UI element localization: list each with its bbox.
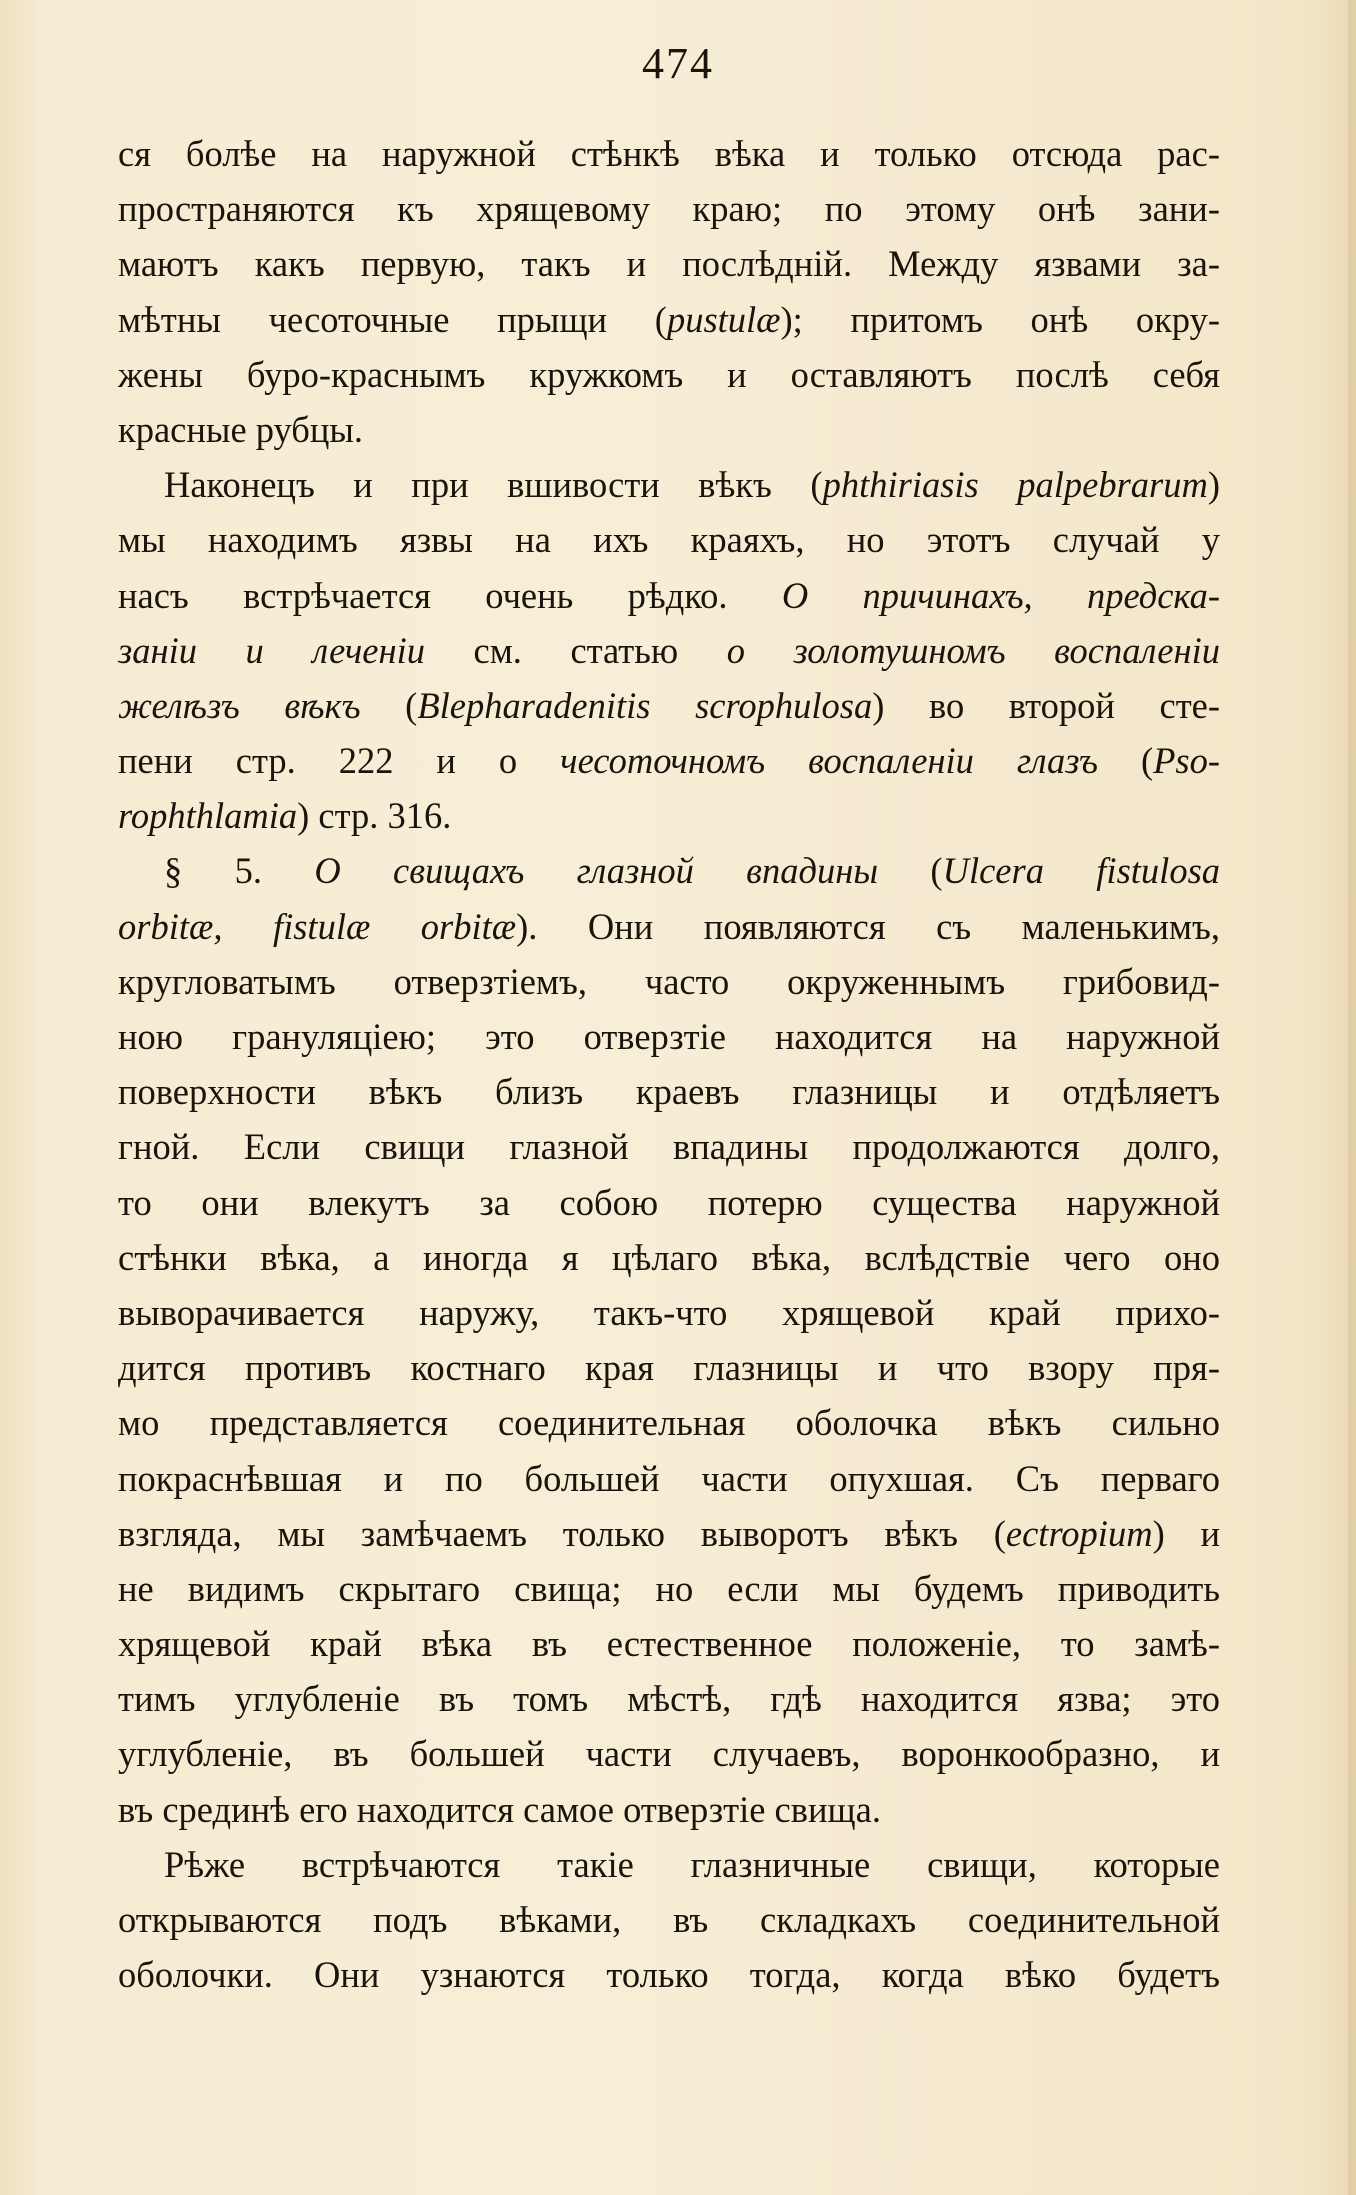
text-line <box>118 1616 1220 1671</box>
text-line <box>118 1230 1220 1285</box>
italic-run: phthiriasis palpebrarum <box>822 464 1208 506</box>
text-run: взгляда, мы замѣчаемъ только выворотъ вѣкъ ( <box>118 1512 1006 1554</box>
text-run: см. статью <box>424 629 727 671</box>
text-line <box>118 788 1220 843</box>
text-run: открываются подъ вѣками, въ складкахъ соединительной <box>118 1899 1220 1940</box>
text-run: ( <box>1097 740 1154 782</box>
italic-run: Pso- <box>1153 740 1220 782</box>
text-line <box>118 1119 1220 1174</box>
text-run: Наконецъ и при вшивости вѣкъ ( <box>164 464 823 506</box>
text-line <box>118 1671 1220 1726</box>
text-line <box>118 623 1220 678</box>
text-run: углубленіе, въ большей части случаевъ, воронкообразно, и <box>118 1733 1220 1775</box>
text-run: мо представляется соединительная оболочка вѣкъ сильно <box>118 1402 1220 1444</box>
text-run: ) стр. 316. <box>297 795 452 837</box>
text-line <box>118 347 1220 402</box>
text-line <box>118 457 1220 512</box>
text-line <box>118 1009 1220 1064</box>
text-line <box>118 1064 1220 1119</box>
text-run: ( <box>878 850 943 892</box>
text-line <box>118 181 1220 236</box>
paragraph <box>118 126 1220 457</box>
italic-run: rophthlamia <box>118 795 298 837</box>
text-run: пени стр. 222 и о <box>118 740 561 782</box>
page-edge <box>1348 0 1356 2195</box>
text-run: § 5. <box>164 850 315 892</box>
text-run: то они влекутъ за собою потерю существа наружной <box>118 1181 1220 1223</box>
text-line <box>118 1451 1220 1506</box>
italic-run: О причинахъ, предска- <box>781 574 1220 616</box>
text-line <box>118 1175 1220 1230</box>
text-line <box>118 402 1220 457</box>
text-run: дится противъ костнаго края глазницы и что взору пря- <box>118 1347 1220 1389</box>
text-line <box>118 678 1220 733</box>
text-run: ся болѣе на наружной стѣнкѣ вѣка и только отсюда рас- <box>118 133 1220 174</box>
italic-run: pustulæ <box>666 298 781 340</box>
text-line <box>118 843 1220 898</box>
text-line <box>118 1837 1220 1892</box>
paragraph <box>118 843 1220 1836</box>
text-line <box>118 899 1220 954</box>
text-line <box>118 1395 1220 1450</box>
italic-run: О свищахъ глазной впадины <box>314 850 879 892</box>
body-text <box>118 126 1220 2002</box>
text-run: ною грануляціею; это отверзтіе находится на наружной <box>118 1016 1220 1057</box>
text-line <box>118 1561 1220 1616</box>
text-run: гной. Если свищи глазной впадины продолжаются долго, <box>118 1126 1220 1168</box>
text-line <box>118 1782 1220 1837</box>
text-run: ) и <box>1152 1512 1220 1554</box>
text-run: стѣнки вѣка, а иногда я цѣлаго вѣка, вслѣдствіе чего оно <box>118 1236 1220 1278</box>
italic-run: Ulcera fistulosa <box>942 850 1221 892</box>
text-run: ); притомъ онѣ окру- <box>780 298 1220 340</box>
text-line <box>118 1947 1220 2002</box>
text-run: насъ встрѣчается очень рѣдко. <box>118 574 782 616</box>
text-line <box>118 512 1220 567</box>
text-run: поверхности вѣкъ близъ краевъ глазницы и отдѣляетъ <box>118 1071 1220 1113</box>
text-run: мы находимъ язвы на ихъ краяхъ, но этотъ случай у <box>118 519 1220 561</box>
text-run: покраснѣвшая и по большей части опухшая. Съ перваго <box>118 1457 1220 1499</box>
page-number: 474 <box>642 39 714 88</box>
text-line <box>118 954 1220 1009</box>
italic-run: о золотушномъ воспаленіи <box>726 629 1220 671</box>
text-run: оболочки. Они узнаются только тогда, когда вѣко будетъ <box>118 1954 1220 1996</box>
paragraph <box>118 457 1220 843</box>
italic-run: Blepharadenitis scrophulosa <box>417 684 873 726</box>
italic-run: чесоточномъ воспаленіи глазъ <box>560 740 1098 782</box>
text-run: кругловатымъ отверзтіемъ, часто окруженнымъ грибовид- <box>118 960 1220 1002</box>
text-run: Рѣже встрѣчаются такіе глазничные свищи, которые <box>164 1843 1220 1885</box>
text-line <box>118 1285 1220 1340</box>
text-line <box>118 126 1220 181</box>
text-run: выворачивается наружу, такъ-что хрящевой край прихо- <box>118 1291 1220 1333</box>
text-run: хрящевой край вѣка въ естественное положеніе, то замѣ- <box>118 1623 1220 1665</box>
text-run: ) <box>1207 464 1220 506</box>
text-line <box>118 1892 1220 1947</box>
text-run: ( <box>360 684 418 726</box>
italic-run: заніи и леченіи <box>118 629 425 671</box>
text-run: жены буро-краснымъ кружкомъ и оставляютъ послѣ себя <box>118 353 1220 395</box>
text-run: не видимъ скрытаго свища; но если мы будемъ приводить <box>118 1567 1220 1609</box>
text-line <box>118 568 1220 623</box>
text-run: пространяются къ хрящевому краю; по этому онѣ зани- <box>118 188 1220 230</box>
text-line <box>118 1506 1220 1561</box>
text-line <box>118 733 1220 788</box>
text-run: въ срединѣ его находится самое отверзтіе свища. <box>118 1788 881 1830</box>
text-run: тимъ углубленіе въ томъ мѣстѣ, гдѣ находится язва; это <box>118 1678 1220 1720</box>
text-run: красные рубцы. <box>118 408 364 450</box>
text-run: мѣтны чесоточные прыщи ( <box>118 298 667 340</box>
italic-run: orbitæ, fistulæ orbitæ <box>118 905 517 947</box>
italic-run: желѣзъ вѣкъ <box>118 684 361 726</box>
text-run: ) во второй сте- <box>872 684 1220 726</box>
text-line <box>118 1340 1220 1395</box>
text-run: ). Они появляются съ маленькимъ, <box>516 905 1220 947</box>
text-line <box>118 1726 1220 1781</box>
text-line <box>118 236 1220 291</box>
text-run: маютъ какъ первую, такъ и послѣдній. Между язвами за- <box>118 243 1220 285</box>
paragraph <box>118 1837 1220 2003</box>
text-line <box>118 292 1220 347</box>
italic-run: ectropium <box>1005 1512 1153 1554</box>
